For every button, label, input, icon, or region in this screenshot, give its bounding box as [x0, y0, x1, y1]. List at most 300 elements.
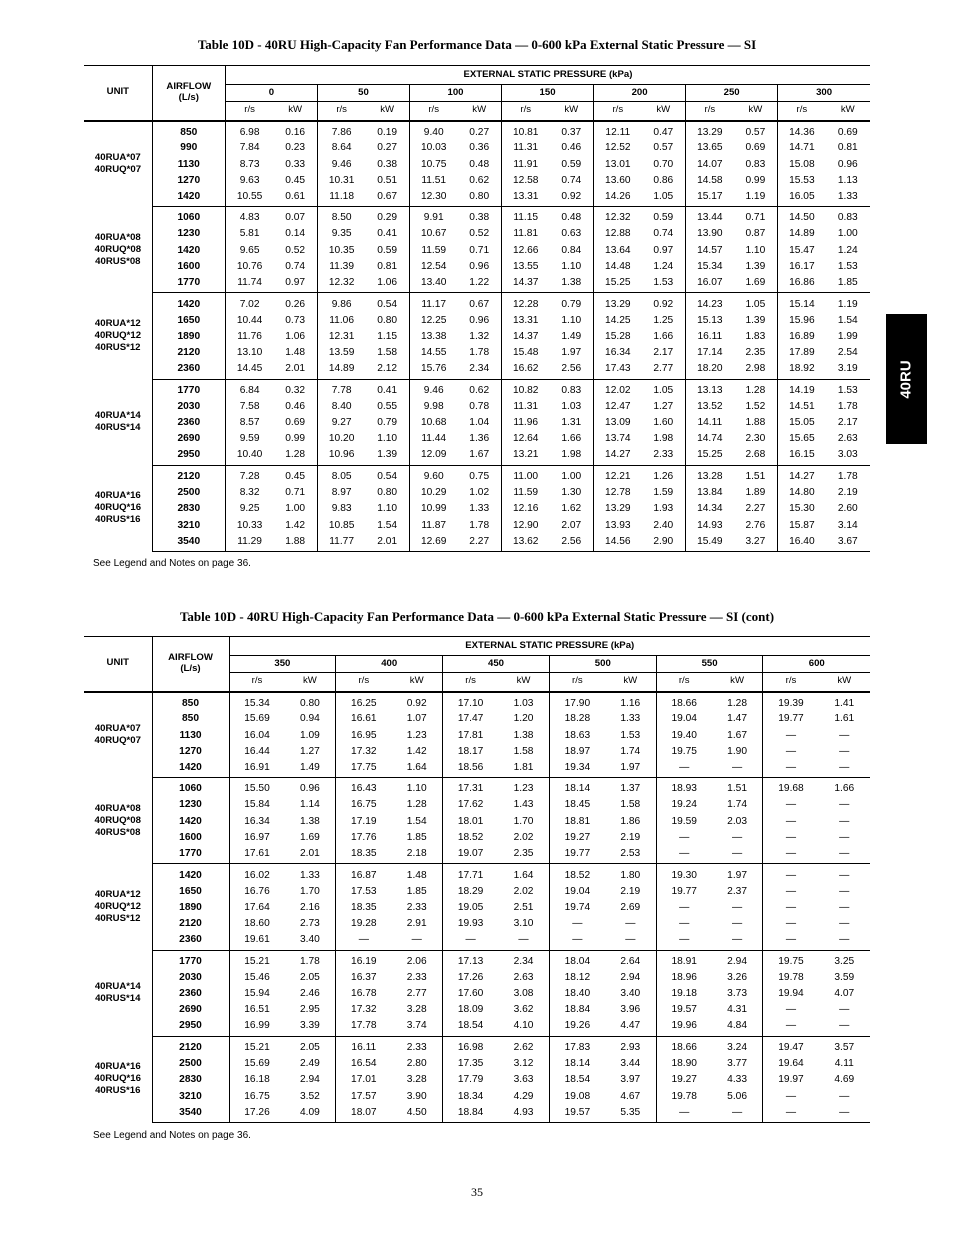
rs-cell: 19.27 [671, 1074, 697, 1086]
kw-cell: 4.33 [712, 1072, 763, 1088]
kw-cell: 2.37 [712, 883, 763, 899]
airflow-cell: 2120 [152, 916, 229, 932]
kw-cell: 1.38 [285, 813, 336, 829]
rs-cell: 14.71 [789, 142, 815, 154]
kw-cell: 1.67 [712, 727, 763, 743]
kw-cell: 0.46 [273, 398, 317, 414]
airflow-cell: 2360 [152, 932, 229, 950]
rs-cell: 11.76 [237, 330, 262, 342]
kw-cell: 2.33 [391, 899, 442, 915]
kw-cell: 2.63 [837, 433, 858, 445]
kw-cell: 3.90 [391, 1088, 442, 1104]
kw-cell: 1.00 [273, 501, 317, 517]
kw-cell: 1.28 [391, 797, 442, 813]
rs-subheader: r/s [336, 673, 392, 692]
static-pressure-header: EXTERNAL STATIC PRESSURE (kPa) [229, 637, 870, 656]
rs-cell: 13.29 [605, 298, 631, 310]
rs-cell: 16.44 [244, 745, 270, 757]
kw-cell: 1.66 [549, 431, 593, 447]
kw-cell: 1.78 [457, 345, 501, 361]
kw-cell: 2.35 [734, 345, 778, 361]
rs-cell: 7.02 [239, 298, 260, 310]
kw-cell: 4.93 [498, 1104, 549, 1122]
rs-cell: 15.96 [789, 314, 815, 326]
kw-cell: 1.58 [365, 345, 409, 361]
kw-cell: 0.71 [734, 207, 778, 226]
kw-cell: — [712, 916, 763, 932]
kw-cell: 0.45 [273, 172, 317, 188]
rs-cell: — [656, 932, 712, 950]
kw-cell: 1.20 [498, 711, 549, 727]
unit-model-cell: 40RUA*07 40RUQ*07 [84, 692, 152, 778]
rs-cell: 17.10 [457, 697, 484, 709]
kw-subheader: kW [498, 673, 549, 692]
kw-cell: 2.05 [285, 969, 336, 985]
rs-cell: 17.32 [351, 745, 377, 757]
rs-cell: 13.29 [605, 503, 631, 515]
rs-cell: 13.38 [420, 330, 447, 342]
kw-cell: 1.53 [837, 261, 858, 273]
kw-cell: 1.06 [273, 328, 317, 344]
airflow-column-header: AIRFLOW (L/s) [152, 637, 229, 692]
kw-cell: 2.19 [605, 883, 656, 899]
rs-cell: 18.56 [443, 760, 499, 778]
airflow-cell: 1770 [152, 275, 225, 293]
kw-cell: 1.78 [837, 400, 858, 412]
rs-cell: 15.28 [605, 330, 631, 342]
kw-subheader: kW [826, 102, 870, 121]
table-row [84, 293, 870, 312]
kw-cell: 2.07 [549, 517, 593, 533]
rs-cell: 17.31 [457, 783, 484, 795]
rs-cell: 16.25 [351, 697, 377, 709]
airflow-cell: 1060 [152, 778, 229, 797]
rs-cell: 13.64 [605, 244, 631, 256]
rs-cell: 9.83 [331, 503, 352, 515]
rs-cell: 18.54 [564, 1074, 591, 1086]
fan-performance-table-2 [84, 636, 870, 1123]
rs-cell: 9.25 [239, 503, 260, 515]
kw-cell: 1.88 [734, 414, 778, 430]
kw-cell: — [712, 760, 763, 778]
kw-cell: 1.33 [826, 189, 870, 207]
kw-cell: 4.67 [605, 1088, 656, 1104]
kw-cell: 1.48 [273, 345, 317, 361]
kw-cell: 2.02 [498, 829, 549, 845]
rs-cell: 9.46 [331, 158, 352, 170]
rs-cell: 6.98 [239, 126, 260, 138]
kw-cell: 2.49 [285, 1055, 336, 1071]
rs-cell: 14.58 [697, 174, 723, 186]
kw-cell: 1.10 [365, 431, 409, 447]
kw-cell: 2.64 [605, 950, 656, 969]
rs-cell: 11.96 [513, 417, 539, 429]
kw-cell: — [712, 829, 763, 845]
rs-cell: 16.34 [244, 815, 270, 827]
kw-cell: 1.52 [734, 398, 778, 414]
kw-cell: 0.59 [365, 242, 409, 258]
kw-cell: 1.28 [734, 379, 778, 398]
kw-cell: 1.05 [642, 379, 686, 398]
airflow-cell: 2030 [152, 398, 225, 414]
rs-cell: 19.78 [778, 971, 804, 983]
table-row [84, 447, 870, 465]
pressure-header: 500 [549, 656, 656, 673]
kw-cell: 3.63 [498, 1072, 549, 1088]
kw-cell: — [839, 729, 850, 741]
rs-cell: 17.60 [457, 988, 484, 1000]
kw-cell: 1.53 [837, 384, 858, 396]
rs-cell: 14.36 [789, 126, 815, 138]
table-row [84, 899, 870, 915]
pressure-header: 250 [686, 85, 778, 102]
table-row [84, 813, 870, 829]
kw-cell: 0.38 [365, 156, 409, 172]
rs-cell: 12.69 [409, 533, 457, 551]
rs-cell: 17.19 [351, 815, 377, 827]
kw-cell: 1.98 [549, 447, 593, 465]
kw-cell: — [839, 832, 850, 844]
rs-subheader: r/s [409, 102, 457, 121]
rs-cell: 19.59 [671, 815, 697, 827]
table-row [84, 932, 870, 950]
rs-cell: 11.39 [329, 261, 355, 273]
kw-cell: 2.93 [605, 1036, 656, 1055]
kw-cell: 1.10 [391, 778, 442, 797]
rs-subheader: r/s [317, 102, 365, 121]
kw-cell: 2.95 [285, 1002, 336, 1018]
kw-cell: 3.67 [826, 533, 870, 551]
table-row [84, 864, 870, 883]
table-row [84, 517, 870, 533]
table-row [84, 1055, 870, 1071]
rs-cell: 16.98 [457, 1041, 484, 1053]
kw-cell: 2.33 [391, 1036, 442, 1055]
kw-cell: 2.68 [734, 447, 778, 465]
rs-cell: 17.71 [457, 869, 484, 881]
table-row [84, 950, 870, 969]
kw-cell: 0.59 [549, 156, 593, 172]
kw-cell: 0.80 [365, 484, 409, 500]
kw-cell: 4.10 [498, 1018, 549, 1036]
kw-cell: 1.97 [712, 864, 763, 883]
kw-subheader: kW [285, 673, 336, 692]
rs-cell: 12.30 [409, 189, 457, 207]
fan-performance-table-1 [84, 65, 870, 552]
rs-cell: 10.20 [328, 433, 355, 445]
kw-cell: 1.10 [365, 501, 409, 517]
rs-cell: — [785, 869, 797, 881]
kw-cell: 1.83 [734, 328, 778, 344]
kw-cell: 0.16 [273, 121, 317, 140]
rs-cell: — [763, 760, 819, 778]
rs-cell: — [679, 918, 690, 930]
rs-cell: 11.31 [513, 142, 539, 154]
rs-cell: 12.54 [420, 261, 447, 273]
rs-cell: 19.96 [656, 1018, 712, 1036]
kw-cell: 1.89 [734, 484, 778, 500]
airflow-cell: 1230 [152, 226, 225, 242]
kw-cell: 1.78 [285, 950, 336, 969]
table-row [84, 778, 870, 797]
kw-cell: 2.03 [712, 813, 763, 829]
kw-cell: 1.43 [498, 797, 549, 813]
kw-cell: 0.99 [734, 172, 778, 188]
kw-cell: 2.17 [837, 417, 858, 429]
rs-cell: 16.17 [789, 261, 815, 273]
rs-cell: 13.52 [697, 400, 723, 412]
rs-cell: 8.50 [331, 212, 352, 224]
kw-cell: 1.85 [391, 829, 442, 845]
rs-cell: — [763, 846, 819, 864]
kw-cell: 0.96 [457, 312, 501, 328]
rs-cell: — [443, 932, 499, 950]
rs-cell: 8.05 [331, 470, 352, 482]
rs-cell: 19.77 [778, 713, 804, 725]
kw-cell: 1.13 [837, 174, 858, 186]
kw-cell: 3.08 [498, 985, 549, 1001]
kw-cell: 1.85 [391, 883, 442, 899]
kw-cell: 3.19 [826, 361, 870, 379]
kw-cell: 1.70 [498, 813, 549, 829]
kw-cell: 0.45 [273, 465, 317, 484]
kw-cell: 3.40 [605, 985, 656, 1001]
rs-cell: 19.94 [778, 988, 804, 1000]
airflow-cell: 1890 [152, 328, 225, 344]
kw-cell: 1.59 [642, 484, 686, 500]
rs-cell: 17.35 [457, 1057, 484, 1069]
rs-cell: 12.58 [512, 174, 539, 186]
kw-cell: 0.55 [365, 398, 409, 414]
rs-cell: 10.85 [328, 519, 355, 531]
kw-cell: 1.51 [734, 465, 778, 484]
rs-cell: 18.96 [671, 971, 697, 983]
kw-cell: 0.14 [273, 226, 317, 242]
kw-cell: 3.40 [285, 932, 336, 950]
rs-cell: 15.49 [686, 533, 734, 551]
kw-cell: 2.16 [285, 899, 336, 915]
kw-cell: 1.15 [365, 328, 409, 344]
airflow-cell: 850 [152, 692, 229, 711]
rs-cell: 15.21 [244, 1041, 270, 1053]
kw-cell: 1.07 [391, 711, 442, 727]
rs-cell: 8.97 [331, 486, 352, 498]
table-row [84, 121, 870, 140]
rs-cell: 19.08 [564, 1090, 591, 1102]
table-row [84, 361, 870, 379]
rs-cell: 16.02 [244, 869, 270, 881]
kw-cell: 3.73 [712, 985, 763, 1001]
table-row [84, 414, 870, 430]
rs-cell: 18.01 [457, 815, 484, 827]
kw-cell: — [839, 901, 850, 913]
rs-cell: 16.76 [244, 885, 270, 897]
kw-cell: 1.23 [498, 778, 549, 797]
kw-cell: 1.67 [457, 447, 501, 465]
rs-cell: — [785, 1090, 797, 1102]
airflow-cell: 3210 [152, 517, 225, 533]
table-note-1: See Legend and Notes on page 36. [93, 558, 251, 569]
rs-cell: 17.78 [336, 1018, 392, 1036]
kw-cell: 1.54 [391, 813, 442, 829]
kw-cell: 2.91 [391, 916, 442, 932]
kw-cell: 0.33 [273, 156, 317, 172]
airflow-cell: 1420 [152, 293, 225, 312]
rs-cell: — [785, 918, 797, 930]
kw-cell: — [839, 918, 850, 930]
rs-subheader: r/s [549, 673, 605, 692]
airflow-cell: 850 [152, 711, 229, 727]
kw-cell: 0.62 [457, 379, 501, 398]
rs-cell: 15.46 [244, 971, 270, 983]
kw-cell: — [712, 899, 763, 915]
rs-cell: — [785, 799, 797, 811]
table-row [84, 275, 870, 293]
rs-cell: 15.94 [244, 988, 270, 1000]
rs-cell: 11.74 [225, 275, 273, 293]
kw-cell: 0.59 [642, 207, 686, 226]
rs-cell: 18.14 [564, 1057, 591, 1069]
rs-cell: 19.04 [564, 885, 591, 897]
rs-cell: 19.30 [671, 869, 697, 881]
kw-cell: 0.52 [457, 226, 501, 242]
airflow-cell: 2690 [152, 1002, 229, 1018]
rs-cell: 15.05 [789, 417, 815, 429]
unit-model-cell: 40RUA*08 40RUQ*08 40RUS*08 [84, 778, 152, 864]
kw-cell: 2.06 [391, 950, 442, 969]
rs-cell: 10.75 [420, 158, 447, 170]
kw-cell: 1.48 [391, 864, 442, 883]
kw-cell: — [818, 846, 870, 864]
kw-cell: 0.87 [734, 226, 778, 242]
rs-cell: 17.83 [564, 1041, 591, 1053]
rs-cell: 14.11 [697, 417, 723, 429]
rs-cell: 10.03 [420, 142, 447, 154]
table-row [84, 1072, 870, 1088]
rs-cell: 9.98 [423, 400, 444, 412]
kw-cell: 1.19 [837, 298, 858, 310]
kw-cell: 3.14 [837, 519, 858, 531]
rs-cell: 10.67 [420, 228, 447, 240]
rs-cell: 16.95 [351, 729, 377, 741]
airflow-cell: 1420 [152, 813, 229, 829]
kw-cell: 0.57 [734, 121, 778, 140]
airflow-cell: 2030 [152, 969, 229, 985]
rs-cell: 9.46 [423, 384, 444, 396]
rs-cell: 13.21 [502, 447, 550, 465]
airflow-cell: 2360 [152, 414, 225, 430]
table-title-2: Table 10D - 40RU High-Capacity Fan Performance Data — 0-600 kPa External Static Pressure — SI (cont) [179, 609, 775, 624]
kw-cell: — [712, 932, 763, 950]
kw-cell: 1.36 [457, 431, 501, 447]
rs-cell: 14.34 [697, 503, 723, 515]
rs-cell: 19.64 [778, 1057, 804, 1069]
kw-cell: — [712, 1104, 763, 1122]
rs-cell: 19.05 [457, 901, 484, 913]
rs-cell: 18.81 [564, 815, 591, 827]
kw-cell: 1.39 [734, 312, 778, 328]
rs-cell: 14.50 [789, 212, 815, 224]
kw-cell: — [839, 1004, 850, 1016]
rs-cell: 13.74 [605, 433, 631, 445]
rs-cell: 10.35 [328, 244, 355, 256]
table-row [84, 484, 870, 500]
kw-cell: 1.62 [549, 501, 593, 517]
kw-cell: 3.44 [605, 1055, 656, 1071]
kw-cell: 3.28 [391, 1072, 442, 1088]
kw-cell: 2.46 [285, 985, 336, 1001]
kw-cell: 4.09 [285, 1104, 336, 1122]
rs-cell: 16.97 [244, 832, 270, 844]
rs-cell: 12.02 [605, 384, 631, 396]
airflow-cell: 1420 [152, 242, 225, 258]
kw-cell: 2.51 [498, 899, 549, 915]
rs-cell: 16.04 [244, 729, 270, 741]
rs-cell: 18.09 [457, 1004, 484, 1016]
rs-cell: 19.07 [443, 846, 499, 864]
table-note-2: See Legend and Notes on page 36. [93, 1130, 251, 1141]
table-row [84, 846, 870, 864]
rs-cell: 17.43 [594, 361, 642, 379]
kw-cell: 0.61 [273, 189, 317, 207]
rs-cell: 18.45 [564, 799, 591, 811]
airflow-cell: 2360 [152, 985, 229, 1001]
kw-cell: 0.83 [549, 379, 593, 398]
rs-cell: 19.61 [229, 932, 285, 950]
kw-cell: 3.62 [498, 1002, 549, 1018]
rs-cell: 16.91 [229, 760, 285, 778]
table-row [84, 711, 870, 727]
kw-cell: 3.10 [498, 916, 549, 932]
kw-cell: 0.37 [549, 121, 593, 140]
kw-cell: 2.33 [391, 969, 442, 985]
kw-cell: 0.92 [642, 293, 686, 312]
rs-cell: 14.45 [225, 361, 273, 379]
kw-cell: 0.86 [642, 172, 686, 188]
rs-cell: 14.93 [697, 519, 723, 531]
airflow-cell: 2120 [152, 1036, 229, 1055]
kw-cell: 2.94 [285, 1072, 336, 1088]
rs-cell: 16.51 [244, 1004, 270, 1016]
table-row [84, 172, 870, 188]
kw-subheader: kW [391, 673, 442, 692]
unit-column-header: UNIT [84, 637, 152, 692]
rs-cell: 15.17 [686, 189, 734, 207]
rs-cell: 10.29 [420, 486, 447, 498]
kw-cell: 2.76 [734, 517, 778, 533]
rs-cell: 17.89 [789, 347, 815, 359]
rs-cell: 14.37 [512, 330, 539, 342]
rs-cell: 16.18 [244, 1074, 270, 1086]
table-row [84, 379, 870, 398]
kw-cell: 0.54 [365, 465, 409, 484]
table-row [84, 829, 870, 845]
rs-cell: 9.59 [239, 433, 260, 445]
rs-cell: — [336, 932, 392, 950]
rs-cell: 11.87 [421, 519, 447, 531]
kw-cell: — [391, 932, 442, 950]
rs-cell: 19.77 [549, 846, 605, 864]
rs-cell: 13.55 [512, 261, 539, 273]
kw-subheader: kW [605, 673, 656, 692]
kw-cell: 1.69 [285, 829, 336, 845]
rs-cell: 14.48 [605, 261, 631, 273]
rs-cell: 10.81 [512, 126, 539, 138]
rs-cell: 16.37 [351, 971, 377, 983]
airflow-cell: 3210 [152, 1088, 229, 1104]
rs-cell: 19.18 [671, 988, 697, 1000]
kw-cell: 0.67 [365, 189, 409, 207]
